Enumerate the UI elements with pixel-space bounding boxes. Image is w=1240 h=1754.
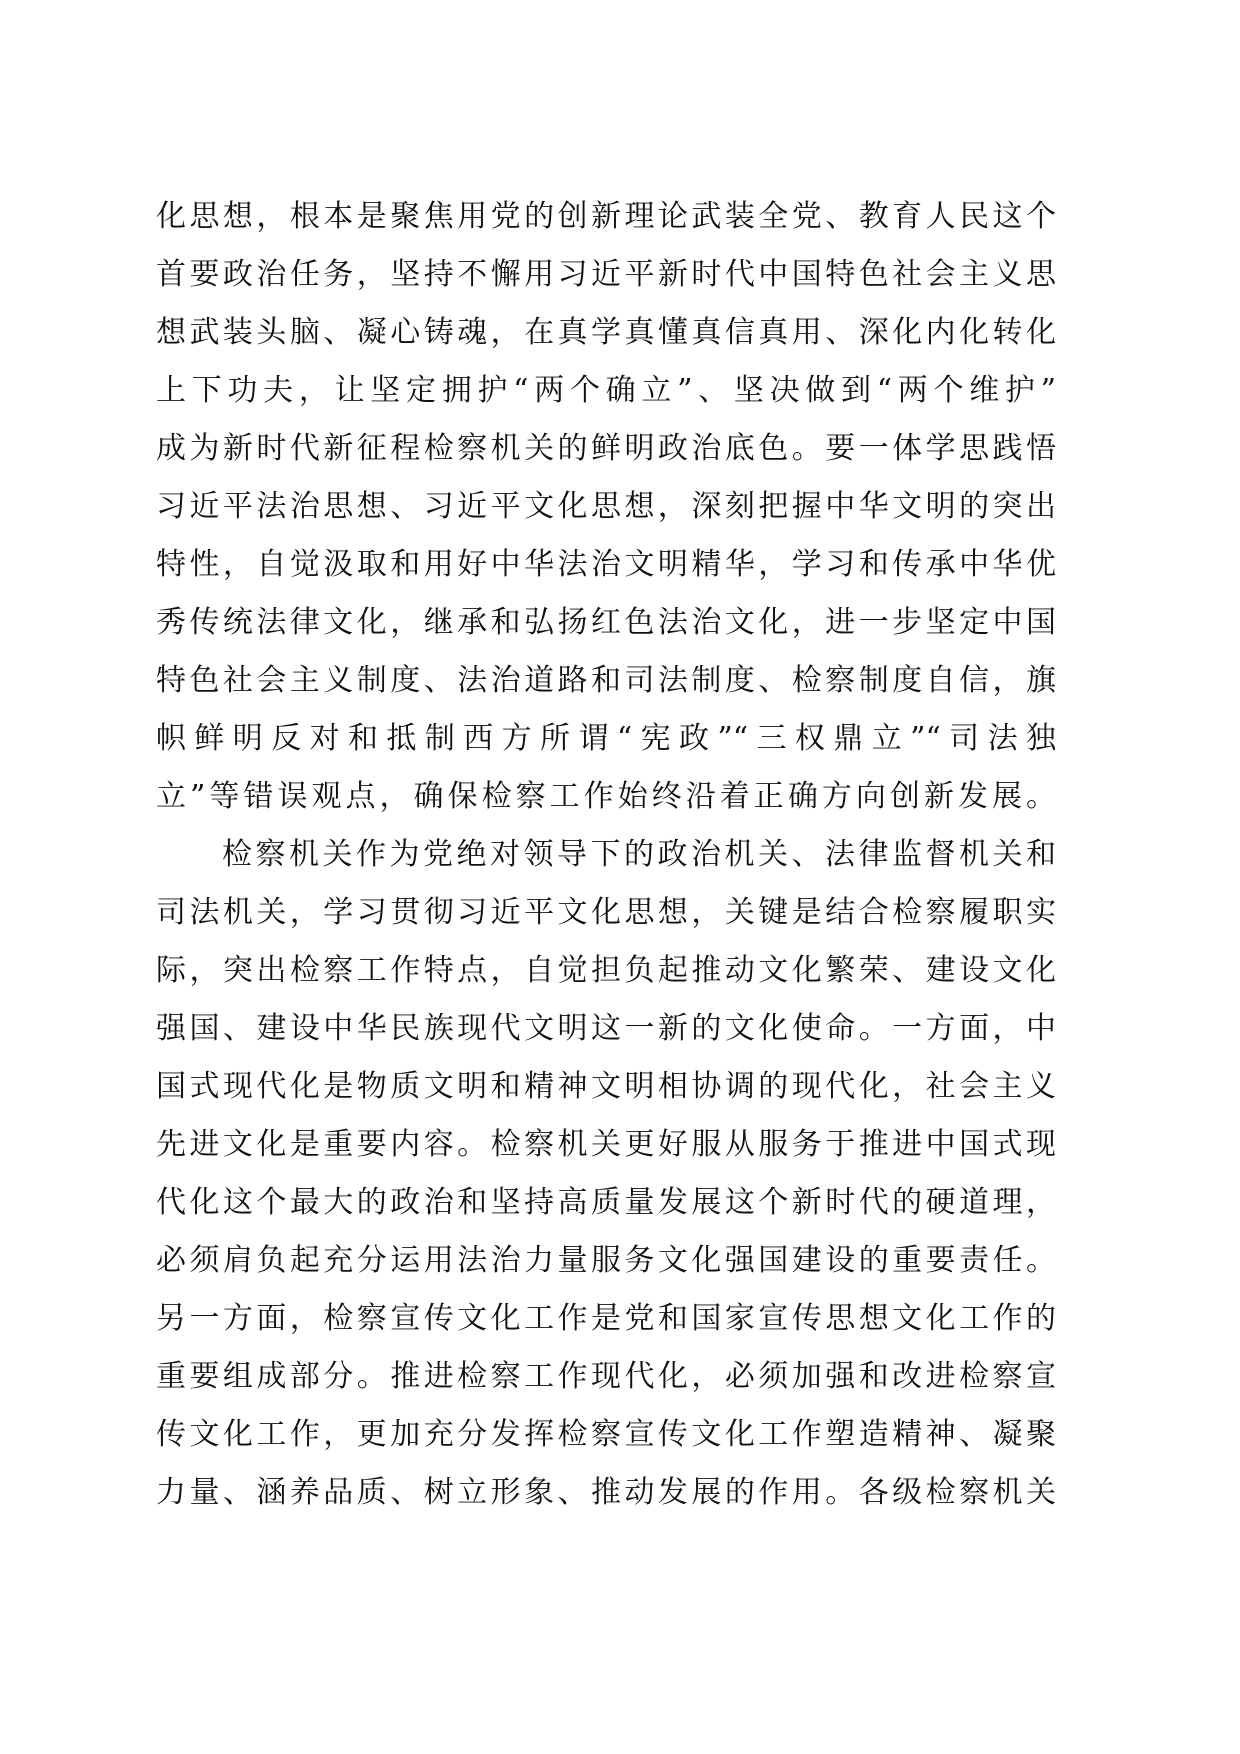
text-line: 必须肩负起充分运用法治力量服务文化强国建设的重要责任。 [156,1243,1056,1278]
text-line: 习近平法治思想、习近平文化思想，深刻把握中华文明的突出 [156,489,1056,524]
text-line: 特性，自觉汲取和用好中华法治文明精华，学习和传承中华优 [156,547,1056,582]
text-line: 传文化工作，更加充分发挥检察宣传文化工作塑造精神、凝聚 [156,1417,1056,1452]
paragraph-2 [156,826,1056,1522]
text-line: 帜鲜明反对和抵制西方所谓“宪政”“三权鼎立”“司法独 [156,721,1056,756]
text-line: 另一方面，检察宣传文化工作是党和国家宣传思想文化工作的 [156,1301,1056,1336]
text-line: 首要政治任务，坚持不懈用习近平新时代中国特色社会主义思 [156,257,1056,292]
text-line: 司法机关，学习贯彻习近平文化思想，关键是结合检察履职实 [156,895,1056,930]
text-line: 上下功夫，让坚定拥护“两个确立”、坚决做到“两个维护” [156,373,1056,408]
text-line: 国式现代化是物质文明和精神文明相协调的现代化，社会主义 [156,1069,1056,1104]
text-line: 代化这个最大的政治和坚持高质量发展这个新时代的硬道理， [156,1185,1056,1220]
document-body [156,188,1056,1522]
text-line: 际，突出检察工作特点，自觉担负起推动文化繁荣、建设文化 [156,953,1056,988]
text-line-first: 检察机关作为党绝对领导下的政治机关、法律监督机关和 [222,837,1056,872]
text-line: 想武装头脑、凝心铸魂，在真学真懂真信真用、深化内化转化 [156,315,1056,350]
text-line: 化思想，根本是聚焦用党的创新理论武装全党、教育人民这个 [156,199,1056,234]
text-line: 秀传统法律文化，继承和弘扬红色法治文化，进一步坚定中国 [156,605,1056,640]
text-line: 先进文化是重要内容。检察机关更好服从服务于推进中国式现 [156,1127,1056,1162]
text-line: 成为新时代新征程检察机关的鲜明政治底色。要一体学思践悟 [156,431,1056,466]
text-line: 力量、涵养品质、树立形象、推动发展的作用。各级检察机关 [156,1475,1056,1510]
text-line: 强国、建设中华民族现代文明这一新的文化使命。一方面，中 [156,1011,1056,1046]
text-line: 特色社会主义制度、法治道路和司法制度、检察制度自信，旗 [156,663,1056,698]
text-line: 重要组成部分。推进检察工作现代化，必须加强和改进检察宣 [156,1359,1056,1394]
paragraph-1 [156,188,1056,826]
text-line: 立”等错误观点，确保检察工作始终沿着正确方向创新发展。 [156,779,1056,814]
